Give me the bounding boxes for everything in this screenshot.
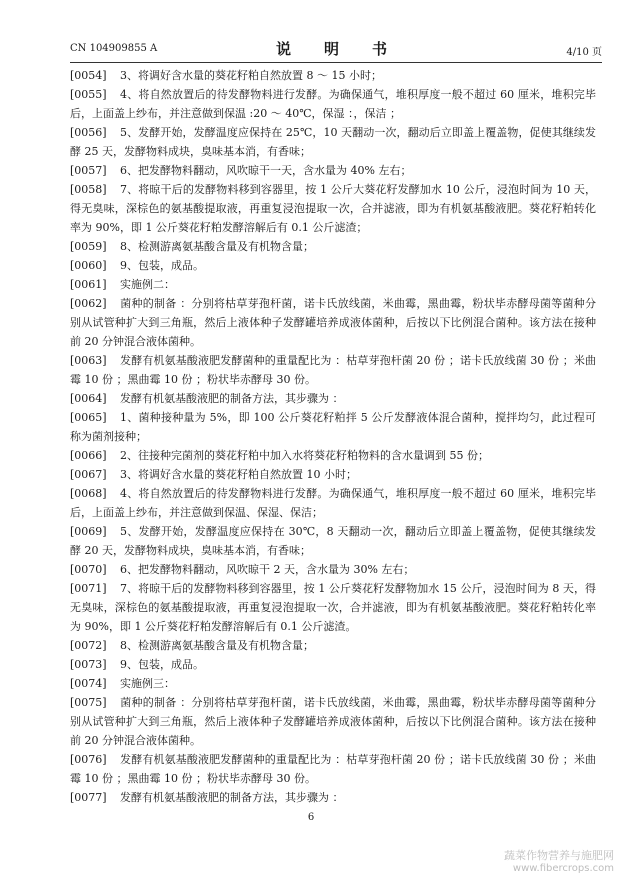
page-number: 6 [307, 812, 315, 823]
document-title: 说 明 书 [275, 40, 396, 58]
paragraph-number: [0072] [70, 639, 107, 652]
paragraph-text: 实施例二： [120, 278, 175, 291]
paragraph-number: [0059] [70, 240, 107, 253]
paragraph [70, 294, 596, 351]
paragraph [70, 180, 596, 237]
paragraph-number: [0076] [70, 753, 107, 766]
paragraph [70, 560, 596, 579]
paragraph-number: [0064] [70, 392, 107, 405]
paragraph [70, 788, 596, 807]
paragraph-text: 发酵有机氨基酸液肥发酵菌种的重量配比为 ：枯草芽孢杆菌 20 份 ；诺卡氏放线菌 30 份 ；米曲霉 10 份 ；黑曲霉 10 份 ；粉状毕赤酵母 30 份。 [70, 354, 596, 386]
paragraph-number: [0071] [70, 582, 107, 595]
paragraph-text: 1、菌种接种量为 5%，即 100 公斤葵花籽粕拌 5 公斤发酵液体混合菌种，搅拌均匀，此过程可称为菌剂接种； [70, 411, 596, 443]
page-header [70, 36, 602, 63]
paragraph [70, 484, 596, 522]
paragraph-text: 发酵有机氨基酸液肥发酵菌种的重量配比为 ：枯草芽孢杆菌 20 份 ；诺卡氏放线菌 30 份 ；米曲霉 10 份 ；黑曲霉 10 份 ；粉状毕赤酵母 30 份。 [70, 753, 596, 785]
watermark-url: www.fibercrops.com [512, 863, 614, 874]
document-number: CN 104909855 A [70, 43, 158, 54]
paragraph [70, 123, 596, 161]
paragraph-number: [0074] [70, 677, 107, 690]
paragraph-number: [0061] [70, 278, 107, 291]
site-watermark [504, 849, 614, 875]
page-indicator: 4/10 页 [566, 47, 602, 58]
paragraph-number: [0065] [70, 411, 107, 424]
paragraph [70, 85, 596, 123]
paragraph-text: 5、发酵开始，发酵温度应保持在 30℃，8 天翻动一次，翻动后立即盖上覆盖物，促使其继续发酵 20 天，发酵物料成块，臭味基本消，有香味； [70, 525, 596, 557]
paragraph-text: 3、将调好含水量的葵花籽粕自然放置 10 小时； [120, 468, 357, 481]
paragraph [70, 674, 596, 693]
paragraph [70, 636, 596, 655]
paragraph [70, 750, 596, 788]
paragraph-number: [0075] [70, 696, 107, 709]
paragraph-number: [0055] [70, 88, 107, 101]
paragraph-number: [0063] [70, 354, 107, 367]
paragraph-text: 9、包装，成品。 [120, 658, 204, 671]
paragraph-number: [0067] [70, 468, 107, 481]
paragraph-number: [0054] [70, 69, 107, 82]
paragraph [70, 522, 596, 560]
paragraph [70, 237, 596, 256]
paragraph-number: [0070] [70, 563, 107, 576]
paragraph-text: 6、把发酵物料翻动，风吹晾干一天，含水量为 40% 左右； [120, 164, 412, 177]
paragraph-text: 4、将自然放置后的待发酵物料进行发酵。为确保通气，堆积厚度一般不超过 60 厘米，堆积完毕后，上面盖上纱布，并注意做到保温、保湿、保洁； [70, 487, 596, 519]
paragraph-text: 2、往接种完菌剂的葵花籽粕中加入水将葵花籽粕物料的含水量调到 55 份； [120, 449, 489, 462]
paragraph [70, 275, 596, 294]
paragraph-text: 菌种的制备 ：分别将枯草芽孢杆菌，诺卡氏放线菌，米曲霉，黑曲霉，粉状毕赤酵母菌等菌种分别从试管种扩大到三角瓶，然后上液体种子发酵罐培养成液体菌种，后按以下比例混合菌种。该方法在接种前 20 分钟混合液体菌种。 [70, 696, 596, 747]
paragraph-text: 7、将晾干后的发酵物料移到容器里，按 1 公斤大葵花籽发酵加水 10 公斤，浸泡时间为 10 天，得无臭味，深棕色的氨基酸提取液，再重复浸泡提取一次，合并滤液，即为有机氨基酸液肥。葵花籽粕转化率为 90%，即 1 公斤葵花籽粕发酵溶解后有 0.1 公斤滤渣； [70, 183, 596, 234]
paragraph-text: 菌种的制备 ：分别将枯草芽孢杆菌，诺卡氏放线菌，米曲霉，黑曲霉，粉状毕赤酵母菌等菌种分别从试管种扩大到三角瓶，然后上液体种子发酵罐培养成液体菌种，后按以下比例混合菌种。该方法在接种前 20 分钟混合液体菌种。 [70, 297, 596, 348]
paragraph-text: 3、将调好含水量的葵花籽粕自然放置 8 ～ 15 小时； [120, 69, 382, 82]
paragraph-number: [0056] [70, 126, 107, 139]
paragraph-text: 发酵有机氨基酸液肥的制备方法，其步骤为 ： [120, 392, 344, 405]
document-body [70, 66, 596, 807]
paragraph-number: [0062] [70, 297, 107, 310]
paragraph [70, 655, 596, 674]
paragraph-text: 8、检测游离氨基酸含量及有机物含量； [120, 639, 314, 652]
paragraph-text: 9、包装，成品。 [120, 259, 204, 272]
paragraph-number: [0066] [70, 449, 107, 462]
paragraph [70, 66, 596, 85]
paragraph [70, 161, 596, 180]
paragraph [70, 351, 596, 389]
paragraph-text: 8、检测游离氨基酸含量及有机物含量； [120, 240, 314, 253]
paragraph-number: [0077] [70, 791, 107, 804]
paragraph-text: 4、将自然放置后的待发酵物料进行发酵。为确保通气，堆积厚度一般不超过 60 厘米，堆积完毕后，上面盖上纱布，并注意做到保温 :20 ～ 40℃，保湿 ：，保洁 ； [70, 88, 596, 120]
paragraph [70, 446, 596, 465]
watermark-name: 蔬菜作物营养与施肥网 [504, 849, 614, 862]
paragraph [70, 256, 596, 275]
paragraph [70, 408, 596, 446]
paragraph [70, 579, 596, 636]
paragraph-number: [0068] [70, 487, 107, 500]
paragraph-number: [0073] [70, 658, 107, 671]
paragraph [70, 389, 596, 408]
paragraph-number: [0057] [70, 164, 107, 177]
paragraph [70, 693, 596, 750]
paragraph-number: [0058] [70, 183, 107, 196]
paragraph-text: 5、发酵开始，发酵温度应保持在 25℃，10 天翻动一次，翻动后立即盖上覆盖物，促使其继续发酵 25 天，发酵物料成块，臭味基本消，有香味； [70, 126, 596, 158]
paragraph-text: 实施例三： [120, 677, 175, 690]
paragraph-text: 7、将晾干后的发酵物料移到容器里，按 1 公斤葵花籽发酵物加水 15 公斤，浸泡时间为 8 天，得无臭味，深棕色的氨基酸提取液，再重复浸泡提取一次，合并滤液，即为有机氨基酸液肥。葵花籽粕转化率为 90%，即 1 公斤葵花籽粕发酵溶解后有 0.1 公斤滤渣。 [70, 582, 596, 633]
paragraph-number: [0069] [70, 525, 107, 538]
paragraph-text: 6、把发酵物料翻动，风吹晾干 2 天，含水量为 30% 左右； [120, 563, 415, 576]
paragraph-number: [0060] [70, 259, 107, 272]
paragraph [70, 465, 596, 484]
paragraph-text: 发酵有机氨基酸液肥的制备方法，其步骤为 ： [120, 791, 344, 804]
